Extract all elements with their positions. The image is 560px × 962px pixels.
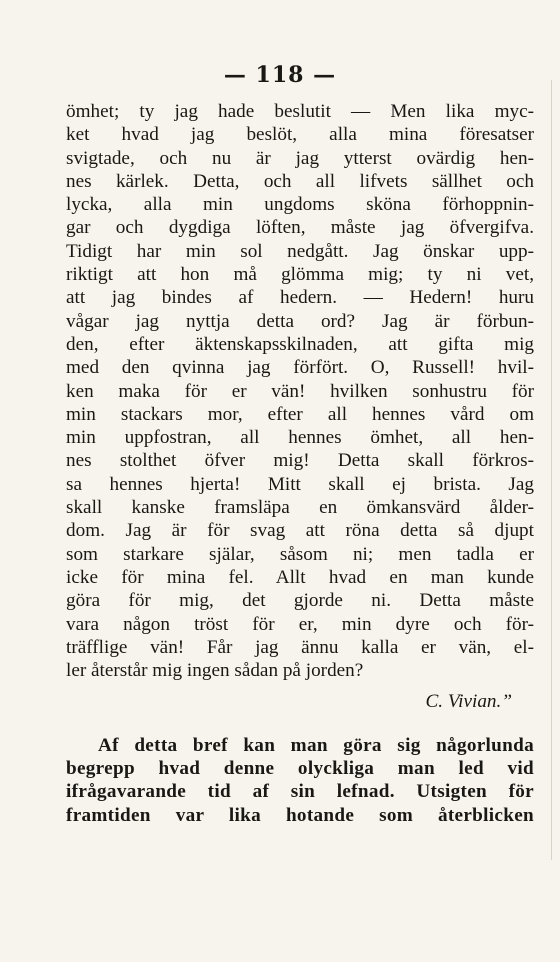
- narrative-paragraph: [66, 734, 534, 827]
- text-line: ömhet; ty jag hade beslutit — Men lika myc-: [66, 101, 534, 122]
- text-line: Tidigt har min sol nedgått. Jag önskar upp-: [66, 240, 534, 262]
- page-edge-divider: [551, 80, 552, 860]
- text-line: nes stolthet öfver mig! Detta skall förkros-: [66, 450, 534, 472]
- text-line: träfflige vän! Får jag ännu kalla er vän, el-: [66, 636, 534, 658]
- text-line: ifrågavarande tid af sin lefnad. Utsigten för: [66, 781, 534, 803]
- text-line: gar och dygdiga löften, måste jag öfvergifva.: [66, 217, 534, 239]
- text-line: att jag bindes af hedern. — Hedern! huru: [66, 287, 534, 309]
- letter-signature: C. Vivian.”: [425, 691, 512, 713]
- text-line: ler återstår mig ingen sådan på jorden?: [66, 660, 364, 682]
- text-line: dom. Jag är för svag att röna detta så djupt: [66, 520, 534, 542]
- page-body: [66, 100, 534, 827]
- text-line: vara någon tröst för er, min dyre och för-: [66, 613, 534, 635]
- text-line: icke för mina fel. Allt hvad en man kunde: [66, 566, 534, 588]
- letter-text: [66, 100, 534, 682]
- text-line: göra för mig, det gjorde ni. Detta måste: [66, 590, 534, 612]
- page-number: — 118 —: [223, 62, 337, 88]
- text-line: svigtade, och nu är jag ytterst ovärdig hen-: [66, 147, 534, 169]
- text-line: min stackars mor, efter all hennes vård om: [66, 403, 534, 425]
- text-line: den, efter äktenskapsskilnaden, att gifta mig: [66, 333, 534, 355]
- text-line: Af detta bref kan man göra sig någorlunda: [98, 734, 534, 756]
- text-line: min uppfostran, all hennes ömhet, all hen-: [66, 427, 534, 449]
- text-line: framtiden var lika hotande som återblicken: [66, 804, 534, 826]
- text-line: ken maka för er vän! hvilken sonhustru för: [66, 380, 534, 402]
- text-line: begrepp hvad denne olyckliga man led vid: [66, 758, 534, 780]
- text-line: nes kärlek. Detta, och all lifvets sällhet och: [66, 170, 534, 192]
- text-line: ket hvad jag beslöt, alla mina föresatser: [66, 124, 534, 146]
- text-line: riktigt att hon må glömma mig; ty ni vet,: [66, 264, 534, 286]
- text-line: sa hennes hjerta! Mitt skall ej brista. Jag: [66, 473, 534, 495]
- text-line: med den qvinna jag förfört. O, Russell! hvil-: [66, 357, 534, 379]
- text-line: lycka, alla min ungdoms sköna förhoppnin-: [66, 194, 534, 216]
- text-line: som starkare själar, såsom ni; men tadla er: [66, 543, 534, 565]
- text-line: skall kanske framsläpa en ömkansvärd ålder-: [66, 497, 534, 519]
- text-line: vågar jag nyttja detta ord? Jag är förbun-: [66, 310, 534, 332]
